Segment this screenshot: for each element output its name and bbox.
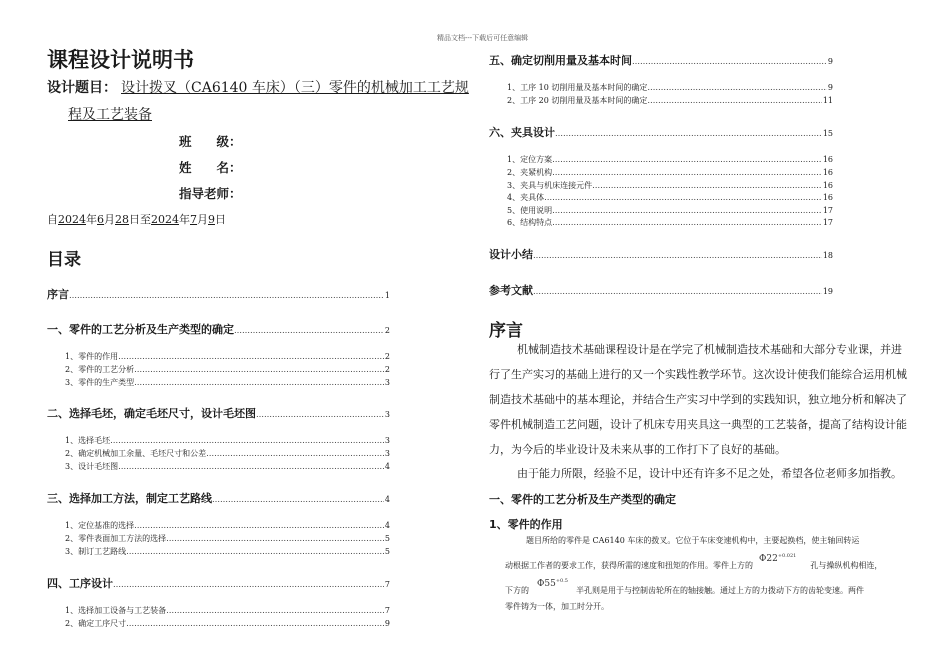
topic-value-line2: 程及工艺装备 — [68, 107, 152, 123]
toc-entry[interactable]: 3、设计毛坯图 ……………………………………………………………………………………………………………………………………………………………………………………………………………………………………………… 4 — [47, 461, 390, 472]
toc-entry[interactable]: 三、选择加工方法，制定工艺路线 ……………………………………………………………………………………………………………………………………………………………………………………………………………………………………………… 4 — [47, 490, 390, 506]
toc-entry[interactable]: 1、选择加工设备与工艺装备 ……………………………………………………………………………………………………………………………………………………………………………………………………………………………………………… 7 — [47, 605, 390, 616]
topic-value-line1: 设计拨叉（CA6140 车床）（三）零件的机械加工工艺规 — [121, 80, 469, 96]
header-note: 精品文档---下载后可任意编辑 — [437, 34, 529, 42]
toc-entry[interactable]: 四、工序设计 ……………………………………………………………………………………………………………………………………………………………………………………………………………………………………………… 7 — [47, 575, 390, 591]
toc-entry[interactable]: 4、夹具体 ……………………………………………………………………………………………………………………………………………………………………………………………………………………………………………… 16 — [489, 192, 833, 203]
field-advisor: 指导老师： — [179, 186, 242, 201]
toc-entry[interactable]: 序言 ……………………………………………………………………………………………………………………………………………………………………………………………………………………………………………… 1 — [47, 286, 390, 302]
preface-paragraph-line: 机械制造技术基础课程设计是在学完了机械制造技术基础和大部分专业课，并进 — [517, 343, 902, 356]
subsection-heading: 1、零件的作用 — [489, 518, 563, 531]
toc-entry[interactable]: 1、零件的作用 ……………………………………………………………………………………………………………………………………………………………………………………………………………………………………………… 2 — [47, 351, 390, 362]
preface-paragraph-line: 力，为今后的毕业设计及未来从事的工作打下了良好的基础。 — [489, 443, 786, 456]
toc-entry[interactable]: 2、工序 20 切削用量及基本时间的确定 ……………………………………………………………………………………………………………………………………………………………………………………………………………………………………………… 11 — [489, 95, 833, 106]
preface-paragraph-line: 行了生产实习的基础上进行的又一个实践性教学环节。这次设计使我们能综合运用机械 — [489, 368, 907, 381]
toc-entry[interactable]: 1、定位基准的选择 ……………………………………………………………………………………………………………………………………………………………………………………………………………………………………………… 4 — [47, 520, 390, 531]
toc-entry[interactable]: 参考文献 ……………………………………………………………………………………………………………………………………………………………………………………………………………………………………………… 19 — [489, 282, 833, 298]
toc-entry[interactable]: 6、结构特点 ……………………………………………………………………………………………………………………………………………………………………………………………………………………………………………… 17 — [489, 217, 833, 228]
field-class: 班 级： — [179, 134, 242, 149]
toc-entry[interactable]: 五、确定切削用量及基本时间 ……………………………………………………………………………………………………………………………………………………………………………………………………………………………………………… 9 — [489, 52, 833, 68]
body-line: 下方的$\Phi 55^{+0.5}$半孔则是用于与控制齿轮所在的轴接触。通过上方的力拨动下方的齿轮变速。两件 — [505, 577, 864, 602]
toc-entry[interactable]: 2、零件表面加工方法的选择 ……………………………………………………………………………………………………………………………………………………………………………………………………………………………………………… 5 — [47, 533, 390, 544]
date-range: 自2024年6月28日至2024年7月9日 — [47, 213, 226, 226]
toc-entry[interactable]: 3、夹具与机床连接元件 ……………………………………………………………………………………………………………………………………………………………………………………………………………………………………………… 16 — [489, 180, 833, 191]
preface-paragraph-line: 由于能力所限，经验不足，设计中还有许多不足之处，希望各位老师多加指教。 — [517, 467, 902, 480]
toc-entry[interactable]: 1、定位方案 ……………………………………………………………………………………………………………………………………………………………………………………………………………………………………………… 16 — [489, 154, 833, 165]
preface-paragraph-line: 零件机械制造工艺问题，设计了机床专用夹具这一典型的工艺装备，提高了结构设计能 — [489, 418, 907, 431]
formula-phi22: $\Phi 22^{+0.021}$ — [759, 553, 797, 564]
toc-entry[interactable]: 2、夹紧机构 ……………………………………………………………………………………………………………………………………………………………………………………………………………………………………………… 16 — [489, 167, 833, 178]
field-name: 姓 名： — [179, 160, 242, 175]
toc-entry[interactable]: 二、选择毛坯，确定毛坯尺寸，设计毛坯图 ……………………………………………………………………………………………………………………………………………………………………………………………………………………………………………… 3 — [47, 405, 390, 421]
toc-entry[interactable]: 2、确定工序尺寸 ……………………………………………………………………………………………………………………………………………………………………………………………………………………………………………… 9 — [47, 618, 390, 629]
body-line: 题目所给的零件是 CA6140 车床的拨叉。它位于车床变速机构中，主要起换档，使主轴回转运 — [526, 536, 860, 545]
toc-entry[interactable]: 3、制订工艺路线 ……………………………………………………………………………………………………………………………………………………………………………………………………………………………………………… 5 — [47, 546, 390, 557]
toc-entry[interactable]: 1、选择毛坯 ……………………………………………………………………………………………………………………………………………………………………………………………………………………………………………… 3 — [47, 435, 390, 446]
toc-entry[interactable]: 2、零件的工艺分析 ……………………………………………………………………………………………………………………………………………………………………………………………………………………………………………… 2 — [47, 364, 390, 375]
toc-entry[interactable]: 六、夹具设计 ……………………………………………………………………………………………………………………………………………………………………………………………………………………………………………… 15 — [489, 124, 833, 140]
toc-heading: 目录 — [47, 250, 81, 270]
toc-entry[interactable]: 一、零件的工艺分析及生产类型的确定 ……………………………………………………………………………………………………………………………………………………………………………………………………………………………………………… 2 — [47, 321, 390, 337]
toc-entry[interactable]: 3、零件的生产类型 ……………………………………………………………………………………………………………………………………………………………………………………………………………………………………………… 3 — [47, 377, 390, 388]
toc-entry[interactable]: 5、使用说明 ……………………………………………………………………………………………………………………………………………………………………………………………………………………………………………… 17 — [489, 205, 833, 216]
body-line: 动根据工作者的要求工作，获得所需的速度和扭矩的作用。零件上方的$\Phi 22^{+0.021}$孔与操纵机构相连， — [505, 552, 882, 577]
document-title: 课程设计说明书 — [47, 48, 194, 72]
section-heading: 一、零件的工艺分析及生产类型的确定 — [489, 493, 676, 506]
toc-entry[interactable]: 设计小结 ……………………………………………………………………………………………………………………………………………………………………………………………………………………………………………… 18 — [489, 246, 833, 262]
preface-paragraph-line: 制造技术基础中的基本理论，并结合生产实习中学到的实践知识，独立地分析和解决了 — [489, 393, 907, 406]
toc-entry[interactable]: 2、确定机械加工余量、毛坯尺寸和公差 ……………………………………………………………………………………………………………………………………………………………………………………………………………………………………………… 3 — [47, 448, 390, 459]
toc-entry[interactable]: 1、工序 10 切削用量及基本时间的确定 ……………………………………………………………………………………………………………………………………………………………………………………………………………………………………………… 9 — [489, 82, 833, 93]
formula-phi55: $\Phi 55^{+0.5}$ — [537, 578, 568, 589]
topic-label: 设计题目： — [47, 80, 117, 96]
preface-heading: 序言 — [489, 321, 523, 341]
body-line: 零件铸为一体，加工时分开。 — [505, 602, 609, 611]
